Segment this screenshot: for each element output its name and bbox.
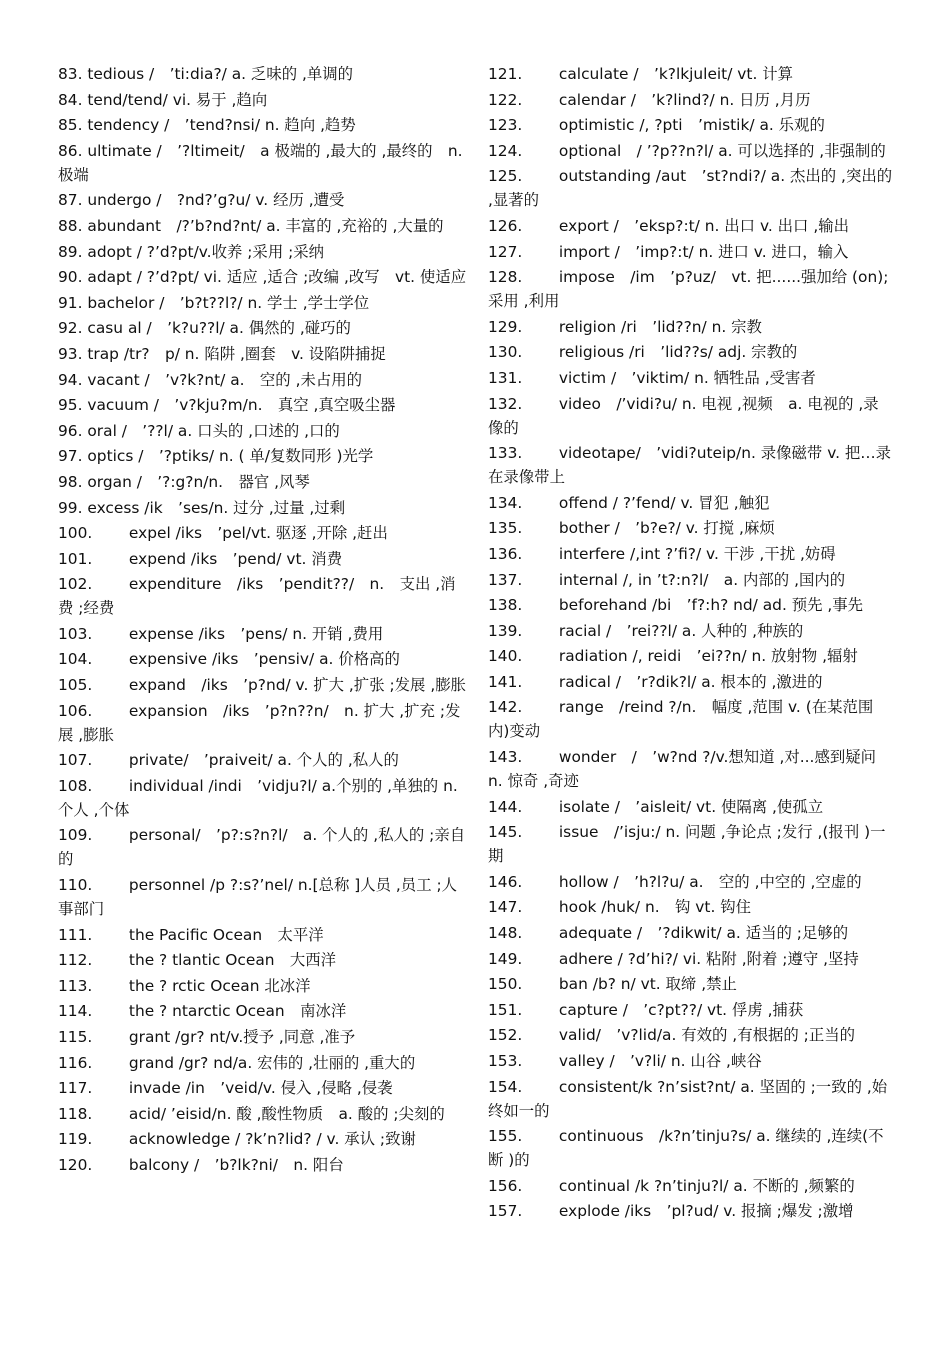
entry-number: 85. [58, 116, 83, 135]
vocab-entry [488, 392, 894, 440]
entry-number: 110. [58, 876, 93, 895]
entry-number: 145. [488, 823, 523, 842]
entry-text: expel /iks ’pel/vt. 驱逐 ,开除 ,赶出 [128, 524, 388, 543]
vocab-entry [58, 393, 470, 417]
entry-number: 106. [58, 701, 93, 720]
vocab-entry [58, 1076, 470, 1100]
entry-number: 95. [58, 396, 83, 415]
entry-number: 84. [58, 90, 83, 109]
entry-number: 134. [488, 493, 523, 512]
entry-number: 91. [58, 293, 83, 312]
entry-text: adequate / ’?dikwit/ a. 适当的 ;足够的 [558, 924, 849, 943]
entry-text: bachelor / ’b?t??l?/ n. 学士 ,学士学位 [87, 293, 370, 312]
entry-text: ban /b? n/ vt. 取缔 ,禁止 [558, 975, 737, 994]
entry-number: 141. [488, 672, 523, 691]
vocab-entry [58, 1025, 470, 1049]
entry-number: 140. [488, 647, 523, 666]
entry-text: the ? tlantic Ocean 大西洋 [128, 951, 337, 970]
entry-number: 101. [58, 549, 93, 568]
entry-number: 83. [58, 65, 83, 83]
entry-text: offend / ?’fend/ v. 冒犯 ,触犯 [558, 493, 770, 512]
entry-text: optional / ’?p??n?l/ a. 可以选择的 ,非强制的 [558, 141, 886, 160]
entry-text: range /reind ?/n. 幅度 ,范围 v. (在某范围内)变动 [488, 698, 874, 741]
entry-text: valley / ’v?li/ n. 山谷 ,峡谷 [558, 1052, 762, 1070]
entry-text: valid/ ’v?lid/a. 有效的 ,有根据的 ;正当的 [558, 1026, 856, 1045]
vocab-entry [58, 699, 470, 747]
entry-text: the Pacific Ocean 太平洋 [128, 925, 324, 944]
vocab-entry [58, 470, 470, 494]
vocab-entry [488, 1049, 894, 1073]
vocab-entry [488, 214, 894, 238]
vocab-entry [488, 240, 894, 264]
vocab-entry [58, 240, 470, 264]
vocab-entry [488, 139, 894, 163]
vocab-entry [58, 622, 470, 646]
entry-number: 120. [58, 1155, 93, 1174]
entry-number: 114. [58, 1002, 93, 1021]
vocab-entry [488, 542, 894, 566]
entry-number: 100. [58, 524, 93, 543]
entry-number: 104. [58, 650, 93, 669]
entry-number: 112. [58, 951, 93, 970]
entry-text: religious /ri ’lid??s/ adj. 宗教的 [558, 343, 798, 362]
entry-number: 128. [488, 268, 523, 287]
entry-text: calendar / ’k?lind?/ n. 日历 ,月历 [558, 90, 811, 109]
entry-text: bother / ’b?e?/ v. 打搅 ,麻烦 [558, 519, 775, 538]
vocab-entry [58, 823, 470, 871]
vocab-entry [488, 1023, 894, 1047]
vocab-entry [58, 316, 470, 340]
vocab-entry [58, 1127, 470, 1151]
vocab-entry [488, 795, 894, 819]
vocab-entry [58, 88, 470, 112]
entry-number: 136. [488, 544, 523, 563]
vocab-entry [488, 1075, 894, 1123]
vocab-entry [488, 619, 894, 643]
vocab-entry [488, 972, 894, 996]
entry-text: optics / ’?ptiks/ n. ( 单/复数同形 )光学 [87, 447, 374, 466]
entry-number: 98. [58, 472, 83, 491]
vocab-entry [488, 1174, 894, 1198]
entry-number: 126. [488, 216, 523, 235]
entry-text: organ / ’?:g?n/n. 器官 ,风琴 [87, 472, 310, 491]
entry-text: adhere / ?d’hi?/ vi. 粘附 ,附着 ;遵守 ,坚持 [558, 949, 859, 968]
entry-text: personal/ ’p?:s?n?l/ a. 个人的 ,私人的 ;亲自的 [58, 826, 466, 869]
entry-text: trap /tr? p/ n. 陷阱 ,圈套 v. 设陷阱捕捉 [87, 344, 386, 363]
entry-number: 102. [58, 575, 93, 594]
entry-number: 131. [488, 368, 523, 387]
entry-text: expensive /iks ’pensiv/ a. 价格高的 [128, 650, 400, 669]
vocab-entry [488, 516, 894, 540]
vocab-entry [58, 572, 470, 620]
entry-number: 130. [488, 343, 523, 362]
vocab-entry [58, 291, 470, 315]
entry-text: tend/tend/ vi. 易于 ,趋向 [87, 90, 268, 109]
entry-number: 118. [58, 1104, 93, 1123]
entry-text: expenditure /iks ’pendit??/ n. 支出 ,消费 ;经费 [58, 575, 456, 618]
entry-number: 155. [488, 1127, 523, 1146]
vocab-entry [58, 547, 470, 571]
entry-number: 147. [488, 898, 523, 917]
entry-text: individual /indi ’vidju?l/ a.个别的 ,单独的 n.个人 ,个体 [58, 776, 458, 819]
vocab-entry [488, 745, 894, 793]
entry-text: religion /ri ’lid??n/ n. 宗教 [558, 317, 762, 336]
entry-text: wonder / ’w?nd ?/v.想知道 ,对...感到疑问 n. 惊奇 ,奇迹 [488, 748, 892, 791]
entry-number: 86. [58, 141, 83, 160]
entry-number: 129. [488, 317, 523, 336]
entry-number: 137. [488, 570, 523, 589]
entry-number: 97. [58, 447, 83, 466]
entry-text: undergo / ?nd?’g?u/ v. 经历 ,遭受 [87, 191, 345, 210]
right-column [488, 62, 894, 1225]
entry-number: 87. [58, 191, 83, 210]
entry-text: continuous /k?n’tinju?s/ a. 继续的 ,连续(不断 )的 [488, 1127, 884, 1170]
vocab-entry [58, 139, 470, 187]
vocab-entry [488, 265, 894, 313]
entry-text: victim / ’viktim/ n. 牺牲品 ,受害者 [558, 368, 816, 387]
vocab-entry [488, 895, 894, 919]
entry-text: issue /’isju:/ n. 问题 ,争论点 ;发行 ,(报刊 )一期 [488, 823, 886, 866]
entry-number: 144. [488, 797, 523, 816]
entry-number: 149. [488, 949, 523, 968]
entry-text: consistent/k ?n’sist?nt/ a. 坚固的 ;一致的 ,始终如一的 [488, 1077, 888, 1120]
entry-number: 116. [58, 1053, 93, 1072]
entry-number: 117. [58, 1079, 93, 1098]
vocab-entry [58, 113, 470, 137]
entry-number: 108. [58, 776, 93, 795]
entry-number: 157. [488, 1202, 523, 1221]
vocab-entry [488, 820, 894, 868]
entry-text: isolate / ’aisleit/ vt. 使隔离 ,使孤立 [558, 797, 824, 816]
entry-text: explode /iks ’pl?ud/ v. 报摘 ;爆发 ;激增 [558, 1202, 854, 1221]
entry-text: ultimate / ’?ltimeit/ a 极端的 ,最大的 ,最终的 n. 极端 [58, 141, 463, 184]
vocab-entry [58, 444, 470, 468]
entry-text: hollow / ’h?l?u/ a. 空的 ,中空的 ,空虚的 [558, 872, 862, 891]
entry-text: grant /gr? nt/v.授予 ,同意 ,准予 [128, 1028, 356, 1046]
entry-number: 92. [58, 319, 83, 338]
vocab-entry [488, 315, 894, 339]
entry-text: the ? rctic Ocean 北冰洋 [128, 976, 311, 995]
entry-text: oral / ’??l/ a. 口头的 ,口述的 ,口的 [87, 421, 340, 440]
entry-number: 152. [488, 1026, 523, 1045]
entry-number: 107. [58, 751, 93, 770]
entry-text: radical / ’r?dik?l/ a. 根本的 ,激进的 [558, 672, 823, 691]
entry-text: adapt / ?’d?pt/ vi. 适应 ,适合 ;改编 ,改写 vt. 使适应 [87, 268, 467, 287]
vocab-entry [58, 368, 470, 392]
entry-number: 105. [58, 676, 93, 695]
entry-number: 156. [488, 1176, 523, 1195]
entry-text: vacant / ’v?k?nt/ a. 空的 ,未占用的 [87, 370, 363, 389]
vocab-entry [58, 1102, 470, 1126]
entry-text: radiation /, reidi ’ei??n/ n. 放射物 ,辐射 [558, 647, 858, 666]
entry-number: 96. [58, 421, 83, 440]
vocab-entry [488, 340, 894, 364]
entry-number: 123. [488, 116, 523, 135]
vocab-entry [58, 1153, 470, 1177]
vocab-entry [488, 491, 894, 515]
entry-text: acknowledge / ?k’n?lid? / v. 承认 ;致谢 [128, 1130, 416, 1149]
vocab-entry [488, 113, 894, 137]
vocab-entry [58, 647, 470, 671]
vocab-entry [488, 88, 894, 112]
entry-text: casu al / ’k?u??l/ a. 偶然的 ,碰巧的 [87, 319, 351, 338]
vocab-entry [58, 774, 470, 822]
entry-text: hook /huk/ n. 钩 vt. 钩住 [558, 898, 752, 917]
entry-number: 154. [488, 1077, 523, 1096]
entry-number: 111. [58, 925, 93, 944]
entry-number: 127. [488, 242, 523, 261]
vocab-entry [58, 62, 470, 86]
vocab-entry [58, 265, 470, 289]
entry-text: interfere /,int ?’fi?/ v. 干涉 ,干扰 ,妨碍 [558, 544, 836, 563]
entry-text: optimistic /, ?pti ’mistik/ a. 乐观的 [558, 116, 825, 135]
entry-number: 124. [488, 141, 523, 160]
entry-text: import / ’imp?:t/ n. 进口 v. 进口，输入 [558, 242, 849, 261]
entry-text: tedious / ’ti:dia?/ a. 乏味的 ,单调的 [87, 65, 354, 83]
entry-text: excess /ik ’ses/n. 过分 ,过量 ,过剩 [87, 498, 346, 517]
entry-text: export / ’eksp?:t/ n. 出口 v. 出口 ,输出 [558, 216, 850, 235]
entry-number: 132. [488, 394, 523, 413]
entry-text: expand /iks ’p?nd/ v. 扩大 ,扩张 ;发展 ,膨胀 [128, 676, 467, 695]
vocab-entry [488, 1199, 894, 1223]
vocab-entry [488, 921, 894, 945]
entry-text: beforehand /bi ’f?:h? nd/ ad. 预先 ,事先 [558, 596, 864, 615]
left-column [58, 62, 470, 1179]
vocab-entry [58, 999, 470, 1023]
entry-number: 138. [488, 596, 523, 615]
entry-number: 113. [58, 976, 93, 995]
vocab-entry [488, 366, 894, 390]
entry-number: 150. [488, 975, 523, 994]
entry-text: videotape/ ’vidi?uteip/n. 录像磁带 v. 把…录在录像带上 [488, 444, 892, 487]
entry-text: video /’vidi?u/ n. 电视 ,视频 a. 电视的 ,录像的 [488, 394, 879, 437]
vocab-entry [58, 673, 470, 697]
entry-text: personnel /p ?:s?’nel/ n.[总称 ]人员 ,员工 ;人事部门 [58, 876, 458, 919]
vocab-entry [58, 948, 470, 972]
vocab-entry [488, 670, 894, 694]
entry-text: expansion /iks ’p?n??n/ n. 扩大 ,扩充 ;发展 ,膨胀 [58, 701, 461, 744]
entry-text: abundant /?’b?nd?nt/ a. 丰富的 ,充裕的 ,大量的 [87, 216, 444, 235]
entry-text: tendency / ’tend?nsi/ n. 趋向 ,趋势 [87, 116, 356, 135]
entry-number: 88. [58, 216, 83, 235]
entry-number: 115. [58, 1028, 93, 1046]
entry-number: 109. [58, 826, 93, 845]
entry-text: internal /, in ’t?:n?l/ a. 内部的 ,国内的 [558, 570, 846, 589]
vocab-entry [488, 644, 894, 668]
entry-number: 125. [488, 167, 523, 186]
entry-text: grand /gr? nd/a. 宏伟的 ,壮丽的 ,重大的 [128, 1053, 416, 1072]
vocab-entry [58, 342, 470, 366]
entry-text: adopt / ?’d?pt/v.收养 ;采用 ;采纳 [87, 242, 325, 261]
entry-number: 139. [488, 621, 523, 640]
vocab-entry [58, 873, 470, 921]
entry-text: invade /in ’veid/v. 侵入 ,侵略 ,侵袭 [128, 1079, 393, 1098]
vocab-entry [58, 923, 470, 947]
entry-text: the ? ntarctic Ocean 南冰洋 [128, 1002, 347, 1021]
entry-number: 148. [488, 924, 523, 943]
entry-number: 151. [488, 1000, 523, 1019]
entry-text: balcony / ’b?lk?ni/ n. 阳台 [128, 1155, 344, 1174]
vocab-entry [58, 974, 470, 998]
vocab-entry [488, 695, 894, 743]
vocab-entry [58, 748, 470, 772]
vocab-entry [488, 998, 894, 1022]
entry-number: 103. [58, 624, 93, 643]
vocab-entry [58, 214, 470, 238]
entry-number: 90. [58, 268, 83, 287]
entry-text: vacuum / ’v?kju?m/n. 真空 ,真空吸尘器 [87, 396, 396, 415]
entry-text: racial / ’rei??l/ a. 人种的 ,种族的 [558, 621, 804, 640]
entry-number: 99. [58, 498, 83, 517]
vocab-entry [488, 568, 894, 592]
entry-text: capture / ’c?pt??/ vt. 俘虏 ,捕获 [558, 1000, 804, 1019]
vocab-entry [488, 870, 894, 894]
vocab-entry [488, 441, 894, 489]
entry-number: 142. [488, 698, 523, 717]
entry-text: calculate / ’k?lkjuleit/ vt. 计算 [558, 65, 794, 83]
vocab-entry [58, 496, 470, 520]
entry-number: 143. [488, 748, 523, 767]
entry-number: 135. [488, 519, 523, 538]
entry-number: 122. [488, 90, 523, 109]
entry-number: 153. [488, 1052, 523, 1070]
entry-text: expend /iks ’pend/ vt. 消费 [128, 549, 343, 568]
vocab-entry [58, 521, 470, 545]
vocab-entry [488, 1124, 894, 1172]
vocab-entry [58, 419, 470, 443]
vocab-entry [58, 188, 470, 212]
entry-text: acid/ ’eisid/n. 酸 ,酸性物质 a. 酸的 ;尖刻的 [128, 1104, 445, 1123]
vocab-entry [58, 1051, 470, 1075]
entry-text: private/ ’praiveit/ a. 个人的 ,私人的 [128, 751, 399, 770]
vocab-entry [488, 164, 894, 212]
entry-number: 94. [58, 370, 83, 389]
entry-text: outstanding /aut ’st?ndi?/ a. 杰出的 ,突出的 ,显著的 [488, 167, 893, 210]
vocab-entry [488, 62, 894, 86]
entry-number: 133. [488, 444, 523, 463]
entry-number: 93. [58, 344, 83, 363]
entry-number: 89. [58, 242, 83, 261]
entry-text: expense /iks ’pens/ n. 开销 ,费用 [128, 624, 384, 643]
vocab-entry [488, 593, 894, 617]
entry-number: 119. [58, 1130, 93, 1149]
entry-number: 121. [488, 65, 523, 83]
entry-text: continual /k ?n’tinju?l/ a. 不断的 ,频繁的 [558, 1176, 855, 1195]
vocab-entry [488, 947, 894, 971]
entry-text: impose /im ’p?uz/ vt. 把......强加给 (on); 采用 ,利用 [488, 268, 889, 311]
entry-number: 146. [488, 872, 523, 891]
